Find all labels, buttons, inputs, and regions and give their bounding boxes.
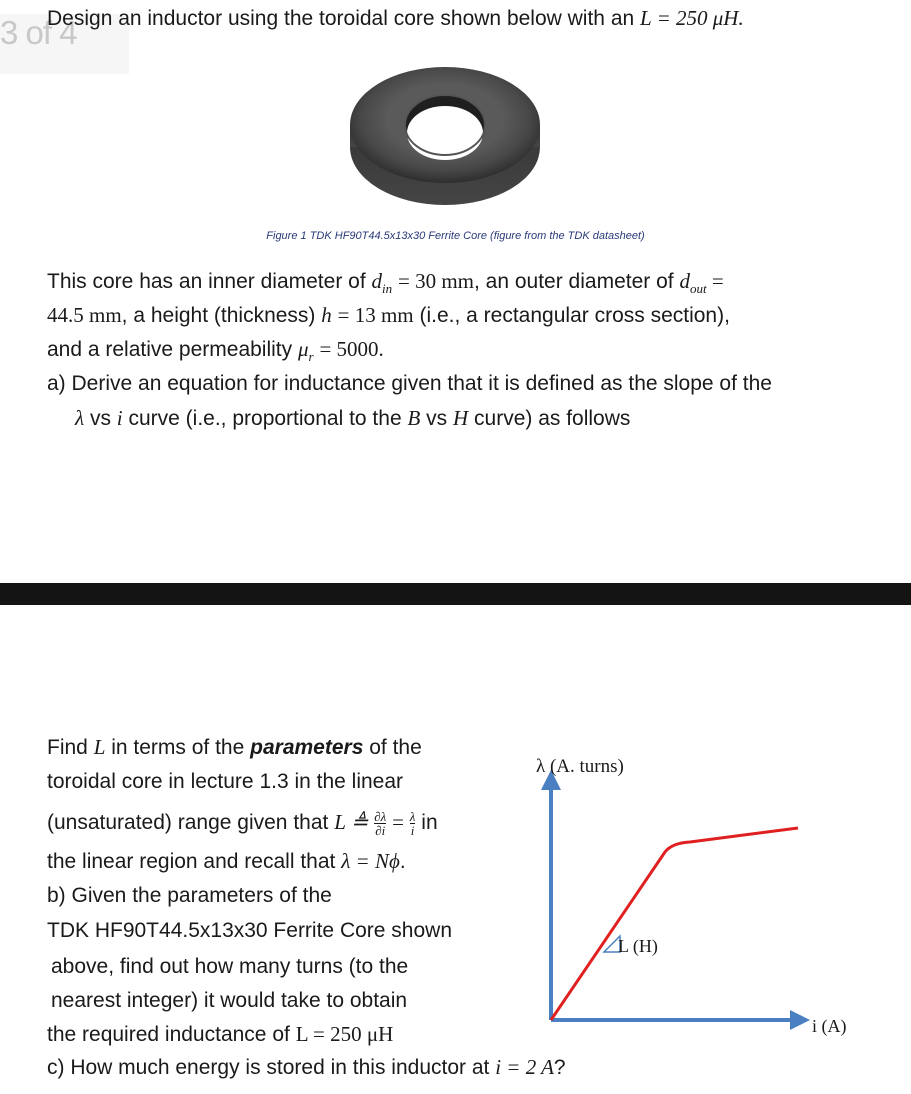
section-separator [0,583,911,605]
question-a-line-1: a) Derive an equation for inductance given that it is defined as the slope of the [47,372,772,395]
target-inductance: L = 250 μH. [640,6,744,30]
lower-line-3: (unsaturated) range given that L ≜ $\frac{\partial\lambda}{\partial i}$ = $\frac{\lambda}{i}$ in [47,808,438,838]
description-line-3: and a relative permeability $\mu_r = 5000$. [47,337,384,365]
lower-line-4: the linear region and recall that λ = Nϕ. [47,849,406,873]
saturation-curve [551,828,798,1020]
question-b-line-4: nearest integer) it would take to obtain [51,989,408,1012]
page-counter: 3 of 4 [0,14,129,74]
question-b-line-1: b) Given the parameters of the [47,884,332,907]
x-axis-label: i (A) [812,1016,847,1036]
figure-caption: Figure 1 TDK HF90T44.5x13x30 Ferrite Core (figure from the TDK datasheet) [266,230,645,242]
question-c: c) How much energy is stored in this inductor at i = 2 A? [47,1055,566,1079]
lower-line-2: toroidal core in lecture 1.3 in the linear [47,770,404,793]
partial-derivative-fraction: $\frac{\partial\lambda}{\partial i}$ [374,808,387,838]
description-line-1: This core has an inner diameter of $d_{in} = 30$ mm, an outer diameter of $d_{out}$ = [47,269,724,297]
description-line-2: 44.5 mm, a height (thickness) h = 13 mm (i.e., a rectangular cross section), [47,303,730,327]
problem-statement: Design an inductor using the toroidal core shown below with an L = 250 μH. [47,6,744,30]
question-b-line-3: above, find out how many turns (to the [51,955,409,978]
lambda-vs-current-graph [520,730,860,1040]
question-b-line-5: the required inductance of L = 250 μH [47,1022,394,1046]
ratio-fraction: $\frac{\lambda}{i}$ [409,808,416,838]
slope-label: L (H) [618,936,658,956]
lower-line-1: Find L in terms of the parameters of the [47,735,422,759]
toroid-core-image [340,55,550,215]
question-b-line-2: TDK HF90T44.5x13x30 Ferrite Core shown [47,919,452,942]
question-a-line-2: λ vs i curve (i.e., proportional to the B vs H curve) as follows [75,406,631,430]
y-axis-label: λ (A. turns) [536,756,624,777]
